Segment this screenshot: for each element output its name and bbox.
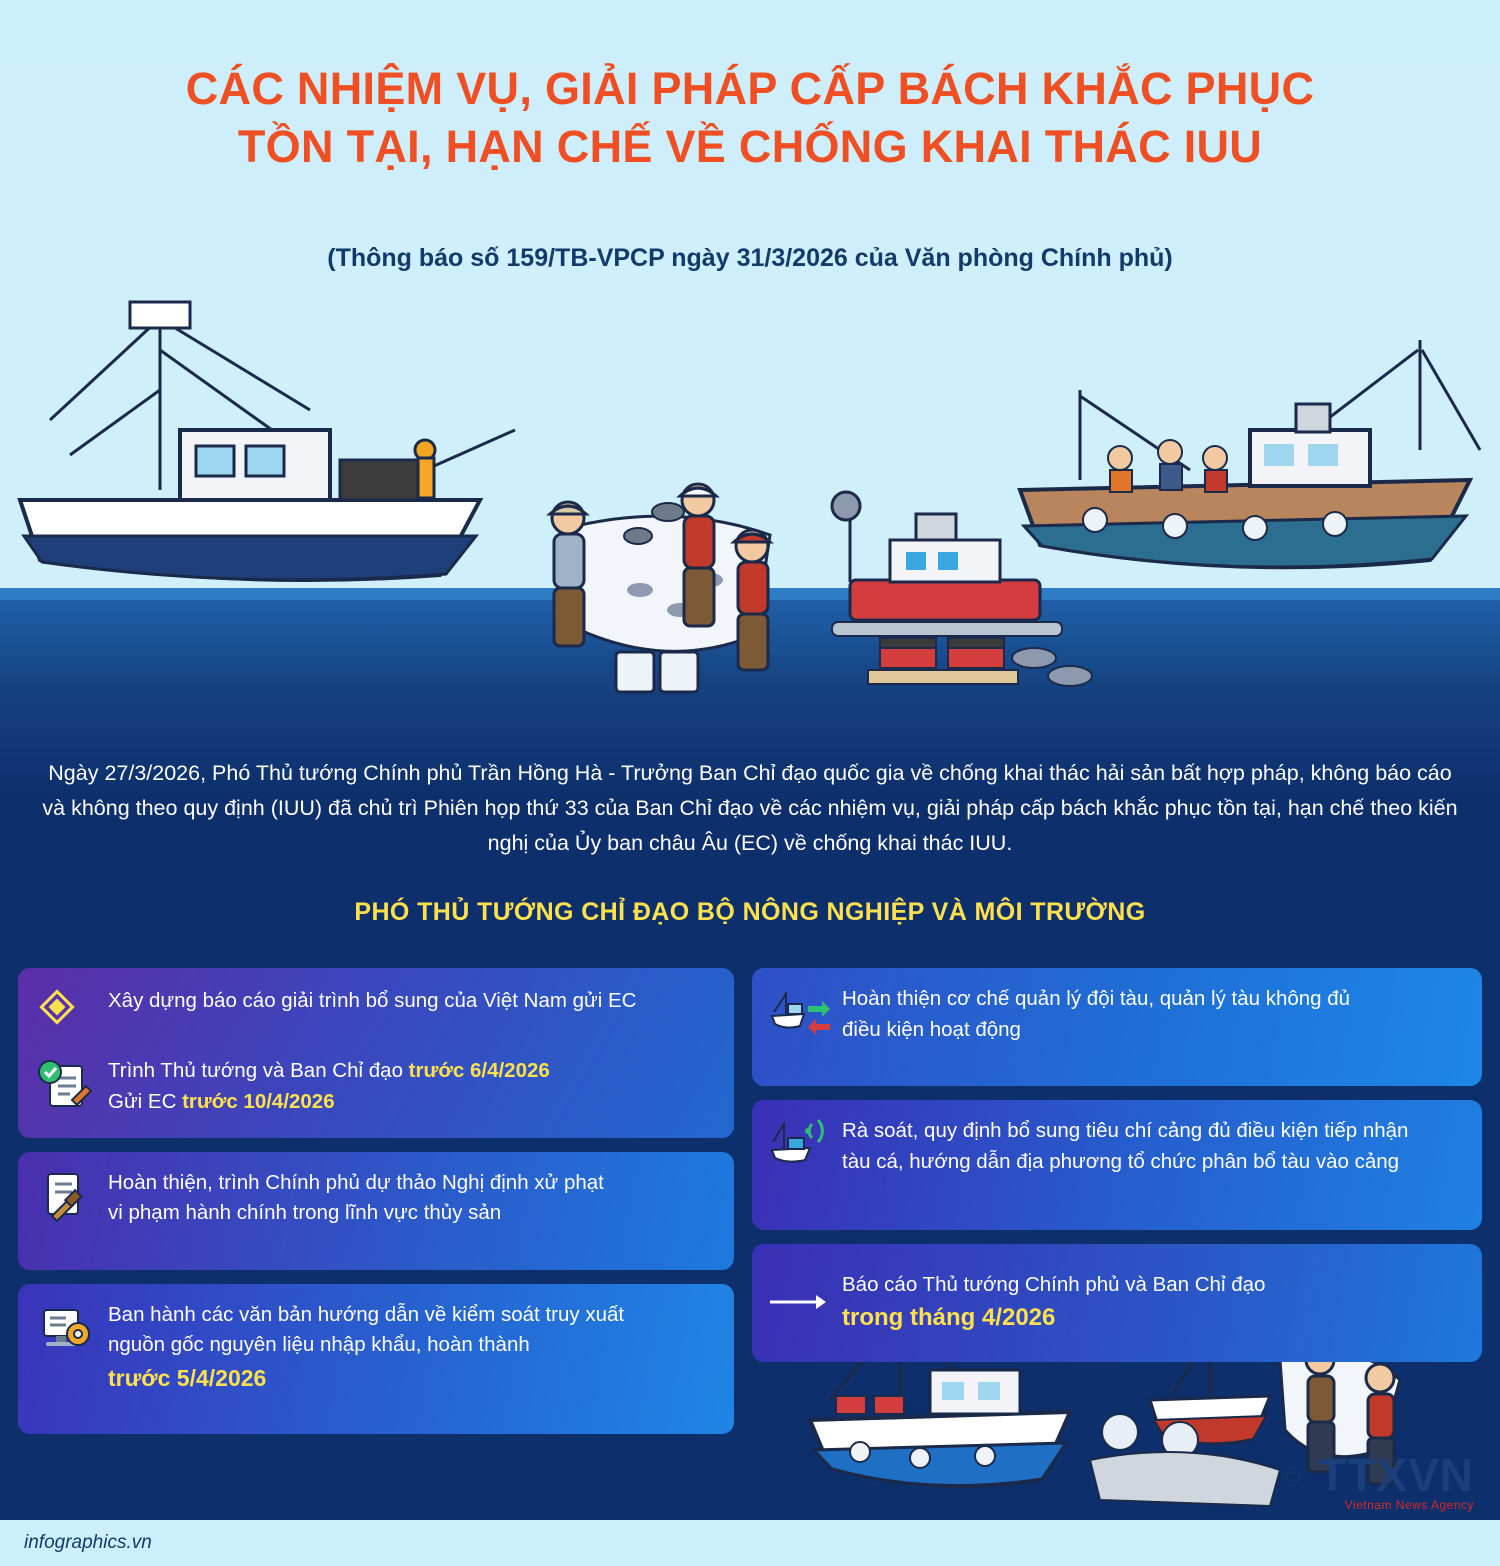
page-title-line-1: CÁC NHIỆM VỤ, GIẢI PHÁP CẤP BÁCH KHẮC PHỤC [185, 63, 1315, 114]
monitor-gear-icon [36, 1300, 94, 1352]
task-card-traceability[interactable] [18, 1284, 734, 1434]
traceability-line-1: Ban hành các văn bản hướng dẫn về kiểm soát truy xuất [108, 1302, 625, 1326]
ttxvn-logo [1318, 1448, 1474, 1512]
deadline-2-label: Gửi EC [108, 1089, 183, 1113]
document-check-icon [36, 1056, 94, 1108]
task-card-decree-penalty[interactable] [18, 1152, 734, 1270]
fishing-boat-right-illustration [1000, 330, 1500, 620]
fleet-line-1: Hoàn thiện cơ chế quản lý đội tàu, quản lý tàu không đủ [842, 987, 1351, 1010]
page-title [60, 60, 1440, 175]
fishermen-net-illustration [520, 470, 850, 700]
task-text-traceability [108, 1300, 716, 1396]
fishing-boat-left-illustration [10, 290, 530, 620]
page-title-line-2: TỒN TẠI, HẠN CHẾ VỀ CHỐNG KHAI THÁC IUU [237, 120, 1263, 172]
deadline-2-value: trước 10/4/2026 [182, 1089, 335, 1113]
deadline-1-label: Trình Thủ tướng và Ban Chỉ đạo [108, 1059, 409, 1082]
task-card-report-to-pm[interactable] [752, 1244, 1482, 1362]
deadline-1-value: trước 6/4/2026 [408, 1059, 550, 1082]
task-card-report-to-ec[interactable] [18, 968, 734, 1138]
right-card-column [752, 968, 1482, 1376]
task-card-row-primary [36, 986, 716, 1038]
task-deadlines-text [108, 1056, 550, 1118]
decree-line-2: vi phạm hành chính trong lĩnh vực thủy sản [108, 1201, 502, 1225]
task-card-row-deadlines [36, 1056, 716, 1118]
report-pm-line-1: Báo cáo Thủ tướng Chính phủ và Ban Chỉ đạo [842, 1272, 1266, 1296]
task-text-port-criteria [842, 1116, 1464, 1178]
boat-signal-icon [770, 1116, 828, 1168]
task-text-decree-penalty [108, 1168, 716, 1230]
task-card-fleet-management[interactable] [752, 968, 1482, 1086]
diamond-bullet-icon [36, 986, 94, 1038]
intro-paragraph: Ngày 27/3/2026, Phó Thủ tướng Chính phủ Trần Hồng Hà - Trưởng Ban Chỉ đạo quốc gia về chống khai thác hải sản bất hợp pháp, không báo cáo và không theo quy định (IUU) đã chủ trì Phiên họp thứ 33 của Ban Chỉ đạo về các nhiệm vụ, giải pháp cấp bách khắc phục tồn tại, hạn chế theo kiến nghị của Ủy ban châu Âu (EC) về chống khai thác IUU. [42, 761, 1458, 855]
footer-bar [0, 1520, 1500, 1566]
ttxvn-logo-text: TTXVN [1318, 1449, 1474, 1501]
report-pm-deadline: trong tháng 4/2026 [842, 1304, 1056, 1332]
page-subtitle: (Thông báo số 159/TB-VPCP ngày 31/3/2026 của Văn phòng Chính phủ) [327, 244, 1173, 272]
port-line-2: tàu cá, hướng dẫn địa phương tổ chức phân bổ tàu vào cảng [842, 1149, 1400, 1173]
deadline-line-1 [108, 1056, 550, 1087]
source-label: infographics.vn [24, 1532, 152, 1553]
traceability-line-2: nguồn gốc nguyên liệu nhập khẩu, hoàn thành [108, 1333, 530, 1357]
task-text-report-to-pm [842, 1270, 1464, 1337]
traceability-deadline: trước 5/4/2026 [108, 1365, 267, 1391]
arrow-right-icon [770, 1291, 828, 1315]
left-card-column [18, 968, 734, 1448]
section-heading: PHÓ THỦ TƯỚNG CHỈ ĐẠO BỘ NÔNG NGHIỆP VÀ MÔI TRƯỜNG [354, 898, 1146, 926]
gavel-document-icon [36, 1168, 94, 1220]
fishing-boat-arrows-icon [770, 984, 828, 1036]
copyright-symbol: © [1280, 1462, 1300, 1492]
fleet-line-2: điều kiện hoạt động [842, 1017, 1021, 1041]
deadline-line-2 [108, 1087, 550, 1118]
port-line-1: Rà soát, quy định bổ sung tiêu chí cảng đủ điều kiện tiếp nhận [842, 1119, 1409, 1142]
ttxvn-logo-subtext: Vietnam News Agency [1344, 1498, 1474, 1512]
task-text-report-to-ec: Xây dựng báo cáo giải trình bổ sung của Việt Nam gửi EC [108, 989, 637, 1012]
decree-line-1: Hoàn thiện, trình Chính phủ dự thảo Nghị định xử phạt [108, 1170, 604, 1194]
task-card-port-criteria[interactable] [752, 1100, 1482, 1230]
task-text-fleet-management [842, 984, 1464, 1046]
